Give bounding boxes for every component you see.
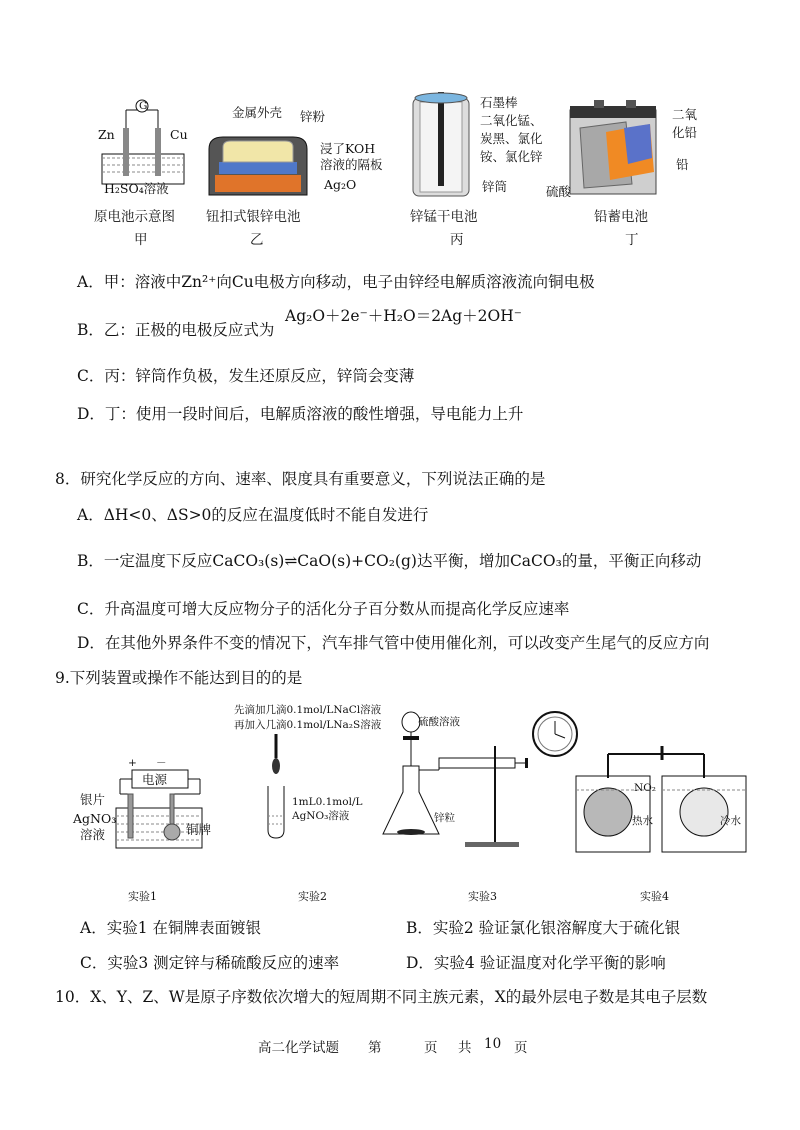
silver-sheet-label: 银片 [80,792,106,807]
no2-gas-label: NO₂ [634,782,657,794]
reaction-rate-diagram [395,706,580,856]
mno2-mix-label-2: 炭黑、氯化 [480,131,543,146]
q7-option-d: D．丁：使用一段时间后，电解质溶液的酸性增强，导电能力上升 [77,405,524,423]
agno3-solution-label-1: AgNO₃ [73,811,117,826]
q7-option-b: B．乙：正极的电极反应式为 [77,321,275,339]
galvanometer-label: G [139,100,148,112]
q9-option-a: A．实验1 在铜牌表面镀银 [80,919,261,937]
footer-subject: 高二化学试题 [258,1040,339,1056]
power-minus-label: － [156,757,167,769]
button-battery-diagram [205,125,315,200]
h2so4-solution-label: H₂SO₄溶液 [104,181,169,196]
zn-electrode-label: Zn [98,127,115,142]
koh-separator-label-1: 浸了KOH [320,141,376,156]
q9-option-c: C．实验3 测定锌与稀硫酸反应的速率 [80,954,340,972]
figure-jia-letter: 甲 [134,232,148,248]
footer-total-unit: 页 [514,1040,528,1056]
copper-plate-label: 铜牌 [186,822,212,837]
mno2-mix-label-3: 铵、氯化锌 [480,149,543,164]
sulfuric-acid-label: 硫酸 [546,184,572,199]
metal-shell-label: 金属外壳 [232,105,283,120]
ag2o-label: Ag₂O [324,177,357,192]
no2-equilibrium-diagram [572,742,752,857]
zinc-can-label: 锌筒 [482,179,508,194]
agno3-solution-label-2: 溶液 [80,827,106,842]
footer-page-label: 第 [368,1040,382,1056]
pbo2-label-2: 化铅 [672,125,698,140]
lead-label: 铅 [676,157,689,172]
figure-yi-caption: 钮扣式银锌电池 [206,209,301,225]
q10-stem: 10．X、Y、Z、W是原子序数依次增大的短周期不同主族元素，X的最外层电子数是其电子层数 [55,988,708,1006]
q9-stem: 9.下列装置或操作不能达到目的的是 [55,669,303,687]
experiment-3-caption: 实验3 [468,890,497,903]
q8-option-b: B．一定温度下反应CaCO₃(s)⇌CaO(s)+CO₂(g)达平衡，增加CaCO₃的量，平衡正向移动 [77,552,702,570]
graphite-rod-label: 石墨棒 [480,95,518,110]
experiment-2-caption: 实验2 [298,890,327,903]
figure-jia-caption: 原电池示意图 [94,209,175,225]
mno2-mix-label-1: 二氧化锰、 [480,113,543,128]
exp2-instruction-1: 先滴加几滴0.1mol/LNaCl溶液 [234,704,382,716]
dry-cell-diagram [410,88,472,200]
q7-option-c: C．丙：锌筒作负极，发生还原反应，锌筒会变薄 [77,367,415,385]
figure-yi-letter: 乙 [250,232,264,248]
figure-ding-caption: 铅蓄电池 [594,209,648,225]
q8-option-a: A．ΔH<0、ΔS>0的反应在温度低时不能自发进行 [77,506,429,524]
q8-option-c: C．升高温度可增大反应物分子的活化分子百分数从而提高化学反应速率 [77,600,570,618]
experiment-1-caption: 实验1 [128,890,157,903]
cu-electrode-label: Cu [170,127,188,142]
figure-bing-caption: 锌锰干电池 [410,209,478,225]
zinc-granules-label: 锌粒 [434,812,455,824]
exp2-tube-label-1: 1mL0.1mol/L [292,796,363,808]
q9-option-d: D．实验4 验证温度对化学平衡的影响 [406,954,666,972]
q8-option-d: D．在其他外界条件不变的情况下，汽车排气管中使用催化剂，可以改变产生尾气的反应方向 [77,634,710,652]
power-source-label: 电源 [142,772,168,787]
figure-ding-letter: 丁 [625,232,639,248]
q7-option-b-formula: Ag₂O＋2e⁻＋H₂O＝2Ag＋2OH⁻ [285,307,522,325]
pbo2-label-1: 二氧 [672,107,698,122]
test-tube-diagram [262,732,292,842]
experiment-4-caption: 实验4 [640,890,669,903]
hot-water-label: 热水 [632,815,653,827]
q7-option-a: A．甲：溶液中Zn²⁺向Cu电极方向移动，电子由锌经电解质溶液流向铜电极 [77,273,595,291]
cold-water-label: 冷水 [720,815,741,827]
q9-option-b: B．实验2 验证氯化银溶解度大于硫化银 [406,919,681,937]
footer-total-label: 共 [458,1040,472,1056]
q8-stem: 8．研究化学反应的方向、速率、限度具有重要意义，下列说法正确的是 [55,470,546,488]
footer-page-unit: 页 [424,1040,438,1056]
exp2-tube-label-2: AgNO₃溶液 [292,810,350,822]
lead-acid-battery-diagram [566,98,666,198]
footer-total-pages: 10 [484,1036,502,1052]
zinc-powder-label: 锌粉 [300,109,326,124]
exp2-instruction-2: 再加入几滴0.1mol/LNa₂S溶液 [234,719,382,731]
sulfuric-solution-label: 硫酸溶液 [418,716,460,728]
koh-separator-label-2: 溶液的隔板 [320,157,383,172]
figure-bing-letter: 丙 [450,232,464,248]
power-plus-label: + [128,757,137,769]
